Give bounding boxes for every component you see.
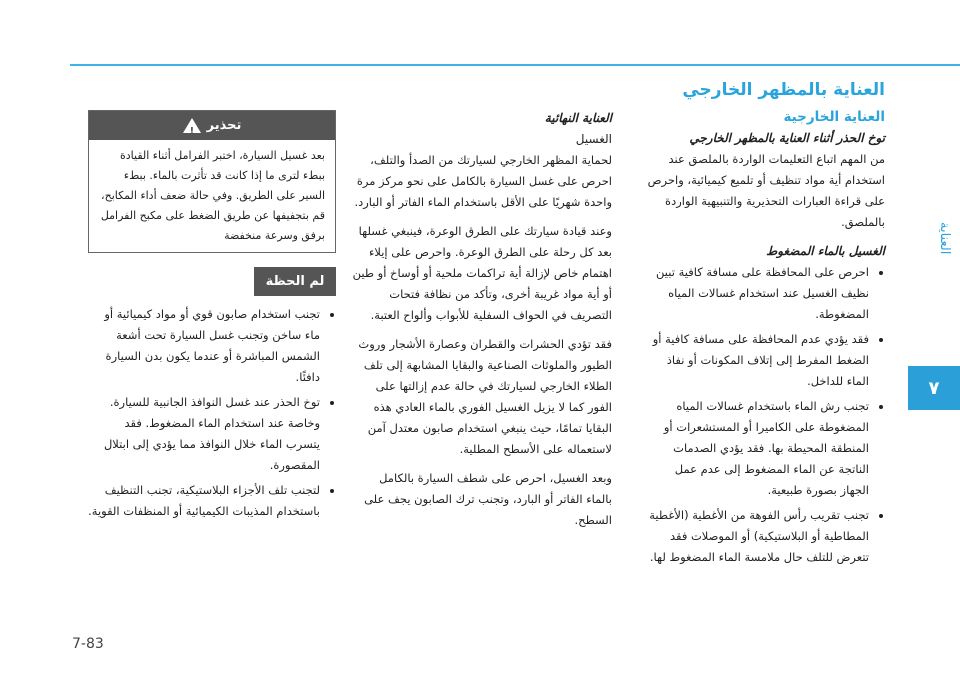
heading-final-care: العناية النهائية: [544, 111, 612, 125]
paragraph: فقد تؤدي الحشرات والقطران وعصارة الأشجار وروث الطيور والملوثات الصناعية والبقايا المشابهة إلى تلف الطلاء الخارجي لسيارتك في حالة عدم إزالتها على الفور كما لا يزيل الغسيل الفوري بالماء العادي هذه البقايا تمامًا، حيث ينبغي استخدام صابون معتدل آمن لاستعماله على الأسطح المطلية.: [358, 337, 612, 456]
warning-box: [88, 110, 336, 253]
list-item: • لتجنب تلف الأجزاء البلاستيكية، تجنب التنظيف باستخدام المذيبات الكيميائية أو المنظفات القوية.: [88, 480, 320, 522]
list-item: • توخ الحذر عند غسل النوافذ الجانبية للسيارة. وخاصة عند استخدام الماء المضغوط. فقد يتسرب الماء خلال النوافذ مما يؤدي إلى ابتلال المقصورة.: [88, 392, 320, 476]
left-column: [88, 110, 336, 526]
page-title: العناية بالمظهر الخارجي: [682, 80, 885, 100]
list-item: • تجنب تقريب رأس الفوهة من الأغطية (الأغطية المطاطية أو البلاستيكية) أو الموصلات فقد تتعرض للتلف حال ملامسة الماء المضغوط لها.: [645, 505, 869, 568]
warning-text: بعد غسيل السيارة، اختبر الفرامل أثناء القيادة ببطء لترى ما إذا كانت قد تأثرت بالماء. ببطء السير على الطريق. وفي حالة ضعف أداء المكابح، قم بتجفيفها عن طريق الضغط على مكبح الفرامل برفق وسرعة منخفضة: [100, 149, 325, 242]
chapter-tab: ٧: [908, 366, 960, 410]
paragraph: وبعد الغسيل، احرص على شطف السيارة بالكامل بالماء الفاتر أو البارد، وتجنب ترك الصابون يجف على السطح.: [364, 471, 612, 527]
warning-label: تحذير: [206, 118, 242, 133]
paragraph: وعند قيادة سيارتك على الطرق الوعرة، فينبغي غسلها بعد كل رحلة على الطرق الوعرة. واحرص على إيلاء اهتمام خاص لإزالة أية تراكمات ملحية أو أوساخ أو طين أو أية مواد غريبة أخرى، وتأكد من نظافة فتحات التصريف في الحواف السفلية للأبواب وألواح العتبة.: [352, 224, 612, 322]
caution-label: لم الحظة: [254, 267, 336, 296]
side-chapter-title: العناية: [937, 221, 952, 255]
heading-care: توخ الحذر أثناء العناية بالمظهر الخارجي: [689, 131, 885, 145]
section-title: العناية الخارجية: [783, 109, 885, 125]
warning-header: [89, 111, 335, 140]
list-item: • تجنب رش الماء باستخدام غسالات المياه المضغوطة على الكاميرا أو المستشعرات أو المنطقة المحيطة بها. فقد يؤدي الصدمات الناتجة عن الماء المضغوط إلى عدم عمل الجهاز بصورة طبيعية.: [645, 396, 869, 501]
warning-triangle-icon: !: [183, 118, 201, 133]
right-column: [645, 78, 885, 572]
caution-list: [88, 304, 336, 522]
subheading-washing: الغسيل: [575, 132, 612, 146]
heading-pressure-wash: الغسيل بالماء المضغوط: [766, 244, 885, 258]
page-number: 7-83: [72, 636, 104, 652]
list-item: • احرص على المحافظة على مسافة كافية تبين نظيف الغسيل عند استخدام غسالات المياه المضغوطة.: [645, 262, 869, 325]
middle-column: [352, 108, 612, 539]
paragraph: من المهم اتباع التعليمات الواردة بالملصق عند استخدام أية مواد تنظيف أو تلميع كيميائية، واحرص على قراءة العبارات التحذيرية والتنبيهية الواردة بالملصق.: [647, 152, 885, 229]
list-item: • فقد يؤدي عدم المحافظة على مسافة كافية أو الضغط المفرط إلى إتلاف المكونات أو نفاذ الماء للداخل.: [645, 329, 869, 392]
bullet-list: [645, 262, 885, 568]
paragraph: لحماية المظهر الخارجي لسيارتك من الصدأ والتلف، احرص على غسل السيارة بالكامل على نحو مركز مرة واحدة شهريًا على الأقل باستخدام الماء الفاتر أو البارد.: [354, 153, 612, 209]
top-rule: [70, 64, 960, 66]
list-item: • تجنب استخدام صابون قوي أو مواد كيميائية أو ماء ساخن وتجنب غسل السيارة تحت أشعة الشمس المباشرة أو عندما يكون بدن السيارة دافئًا.: [88, 304, 320, 388]
